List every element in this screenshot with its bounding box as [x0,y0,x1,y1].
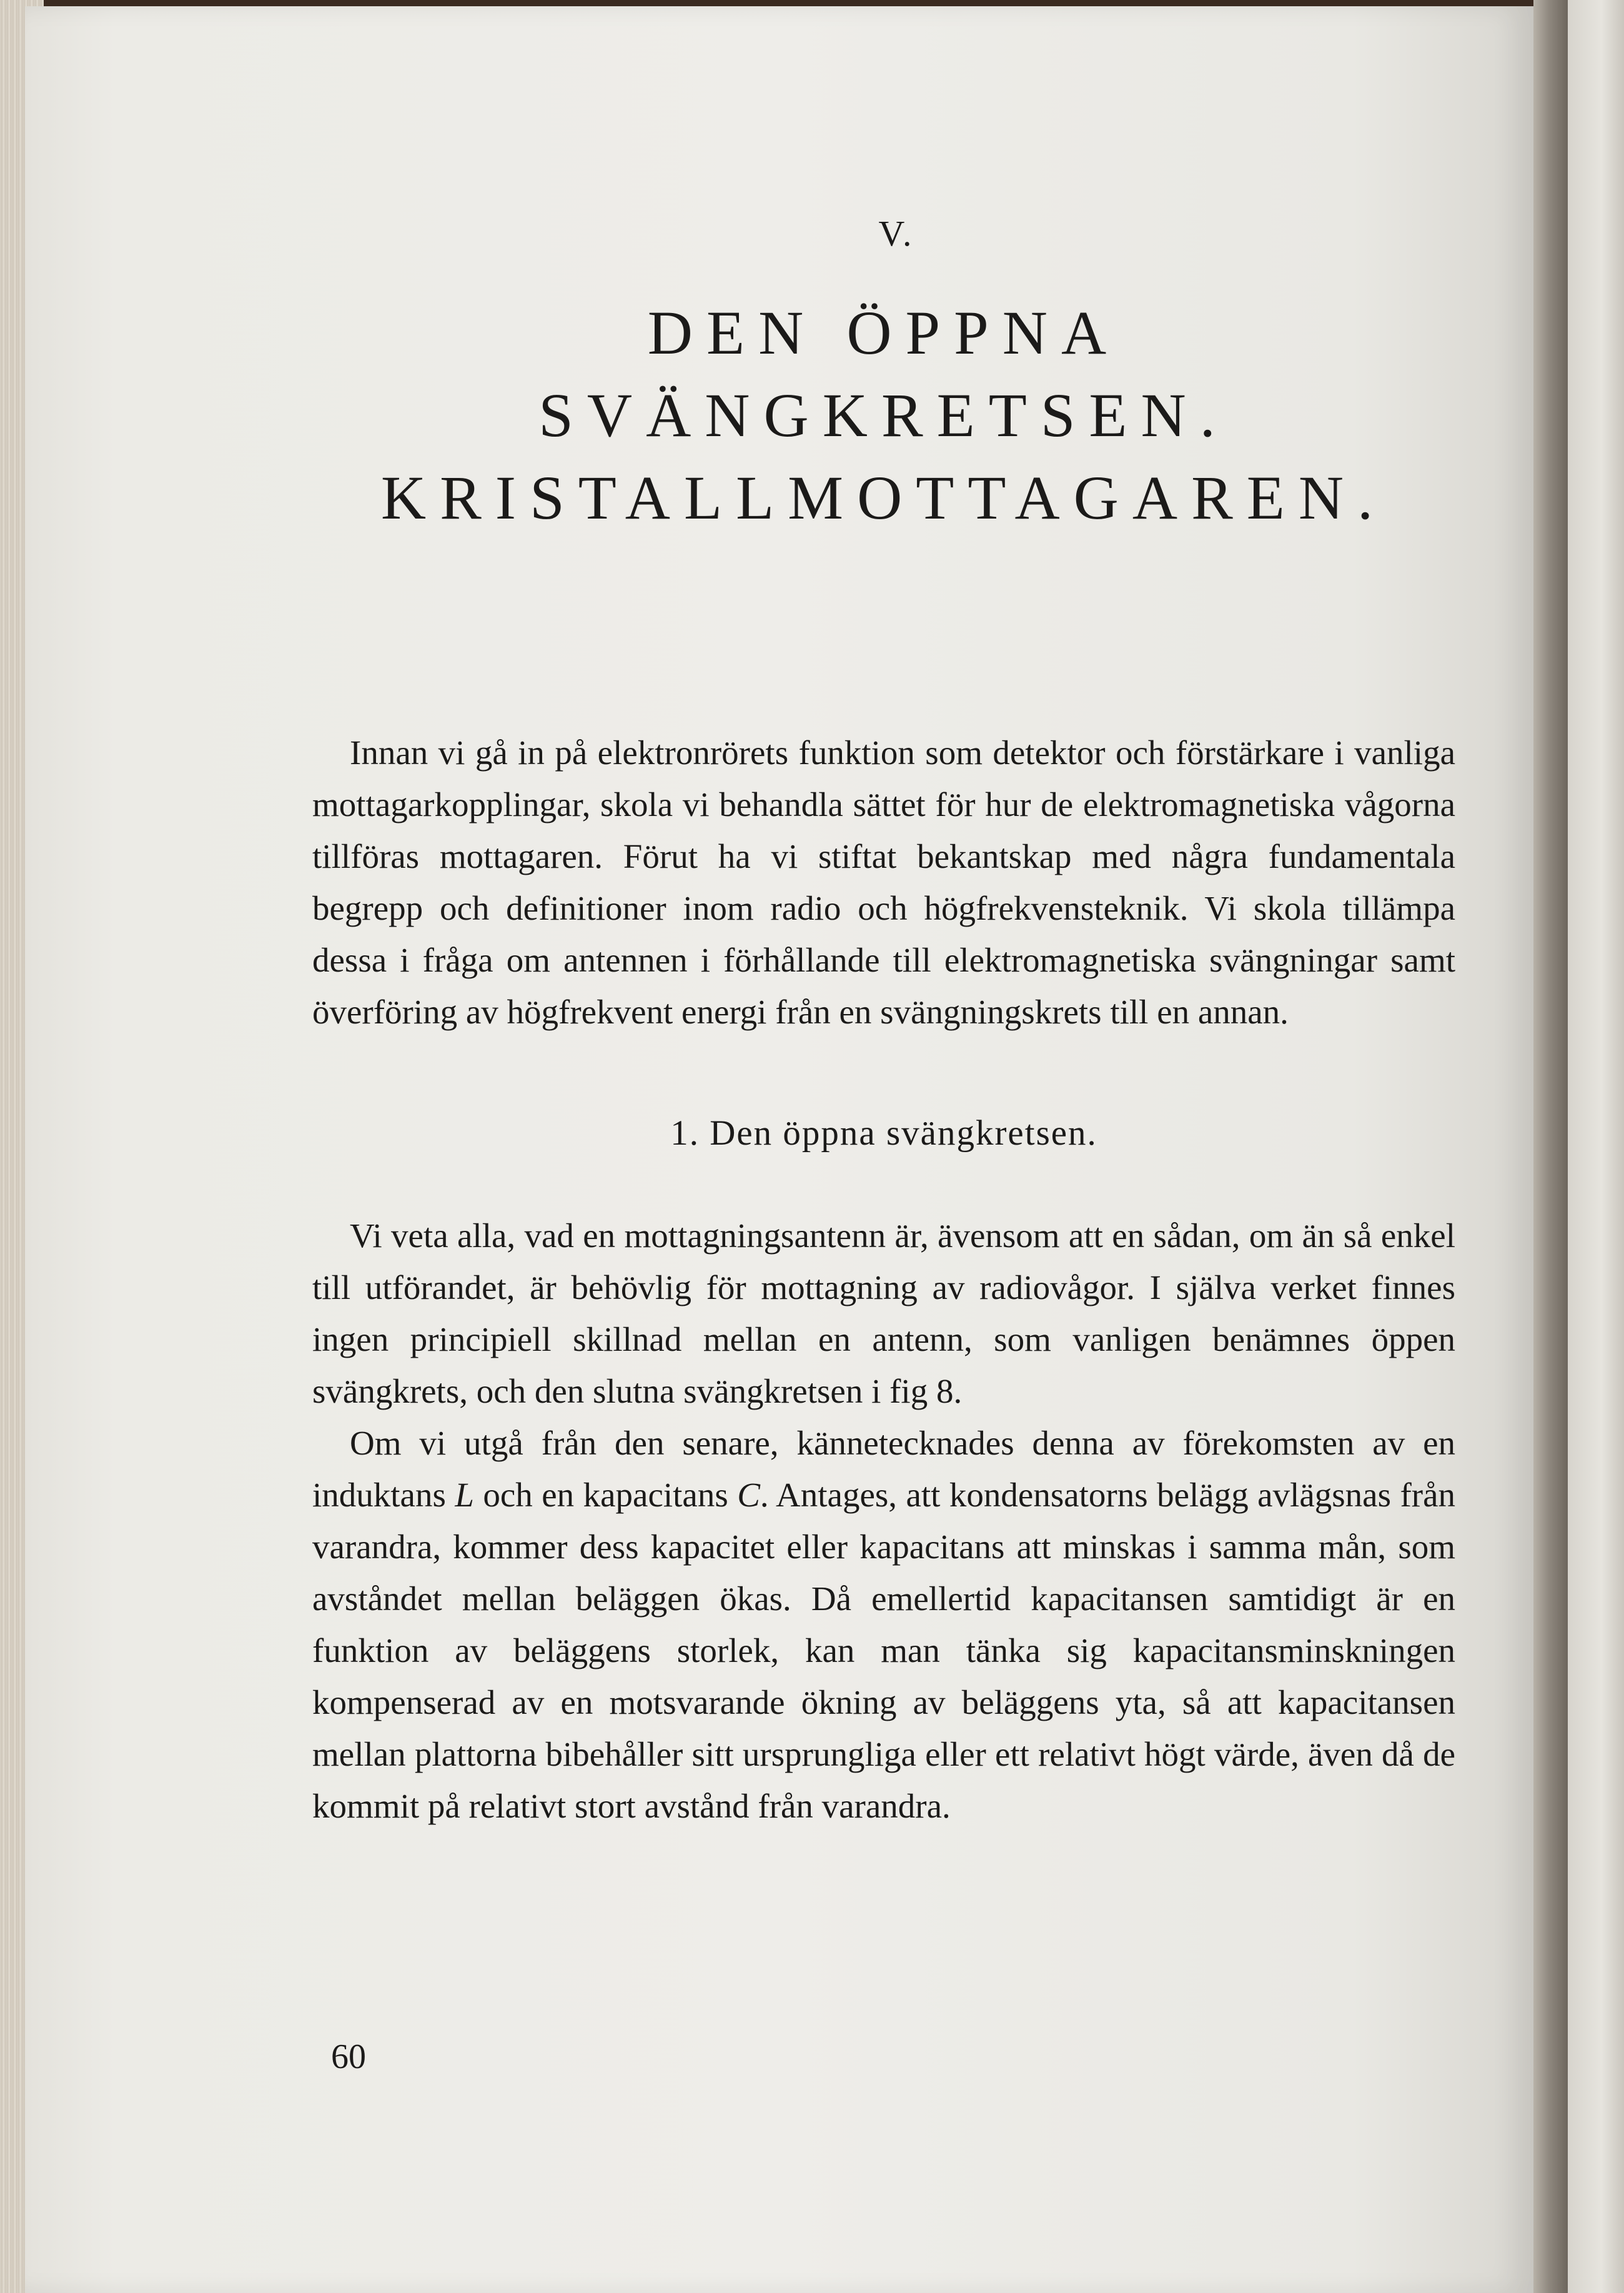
chapter-number: V. [878,213,914,254]
inductance-symbol: L [455,1476,474,1514]
page-number: 60 [331,2037,366,2076]
chapter-title [312,292,1455,539]
page-content [312,212,1455,1832]
chapter-title-line-2: KRISTALLMOTTAGAREN. [380,463,1387,532]
section-paragraph-1: Vi veta alla, vad en mottagningsantenn är, ävensom att en sådan, om än så enkel till utförandet, är behövlig för mottagning av radiovågor. I själva verket finnes ingen principiell skillnad mellan en antenn, som vanligen benämnes öppen svängkrets, och den slutna svängkretsen i fig 8. [312,1216,1455,1410]
book-gutter [1533,0,1568,2293]
capacitance-symbol: C [737,1476,760,1514]
chapter-title-line-1: DEN ÖPPNA SVÄNGKRETSEN. [538,298,1229,450]
facing-page [1568,0,1624,2293]
paragraph-2-text-a: Om vi utgå från den senare, kännetecknades denna av förekomsten av en induktans [312,1424,1455,1514]
paragraph-2-text-c: . Antages, att kondensatorns belägg avlägsnas från varandra, kommer dess kapacitet eller kapacitans att minskas i samma mån, som avståndet mellan beläggen ökas. Då emellertid kapacitansen samtidigt är en funktion av beläggens storlek, kan man tänka sig kapacitansminskningen kompenserad av en motsvarande ökning av beläggens yta, så att kapacitansen mellan plattorna bibehåller sitt ursprungliga eller ett relativt högt värde, även då de kommit på relativt stort avstånd från varandra. [312,1476,1455,1825]
section-heading: 1. Den öppna svängkretsen. [670,1113,1097,1153]
section-paragraph-2 [312,1417,1455,1832]
intro-paragraph: Innan vi gå in på elektronrörets funktion som detektor och förstärkare i vanliga mottagarkopplingar, skola vi behandla sättet för hur de elektromagnetiska vågorna tillföras mottagaren. Förut ha vi stiftat bekantskap med några fundamentala begrepp och definitioner inom radio och högfrekvensteknik. Vi skola tillämpa dessa i fråga om antennen i förhållande till elektromagnetiska svängningar samt överföring av högfrekvent energi från en svängningskrets till en annan. [312,734,1455,1031]
paragraph-2-text-b: och en kapacitans [473,1476,738,1514]
